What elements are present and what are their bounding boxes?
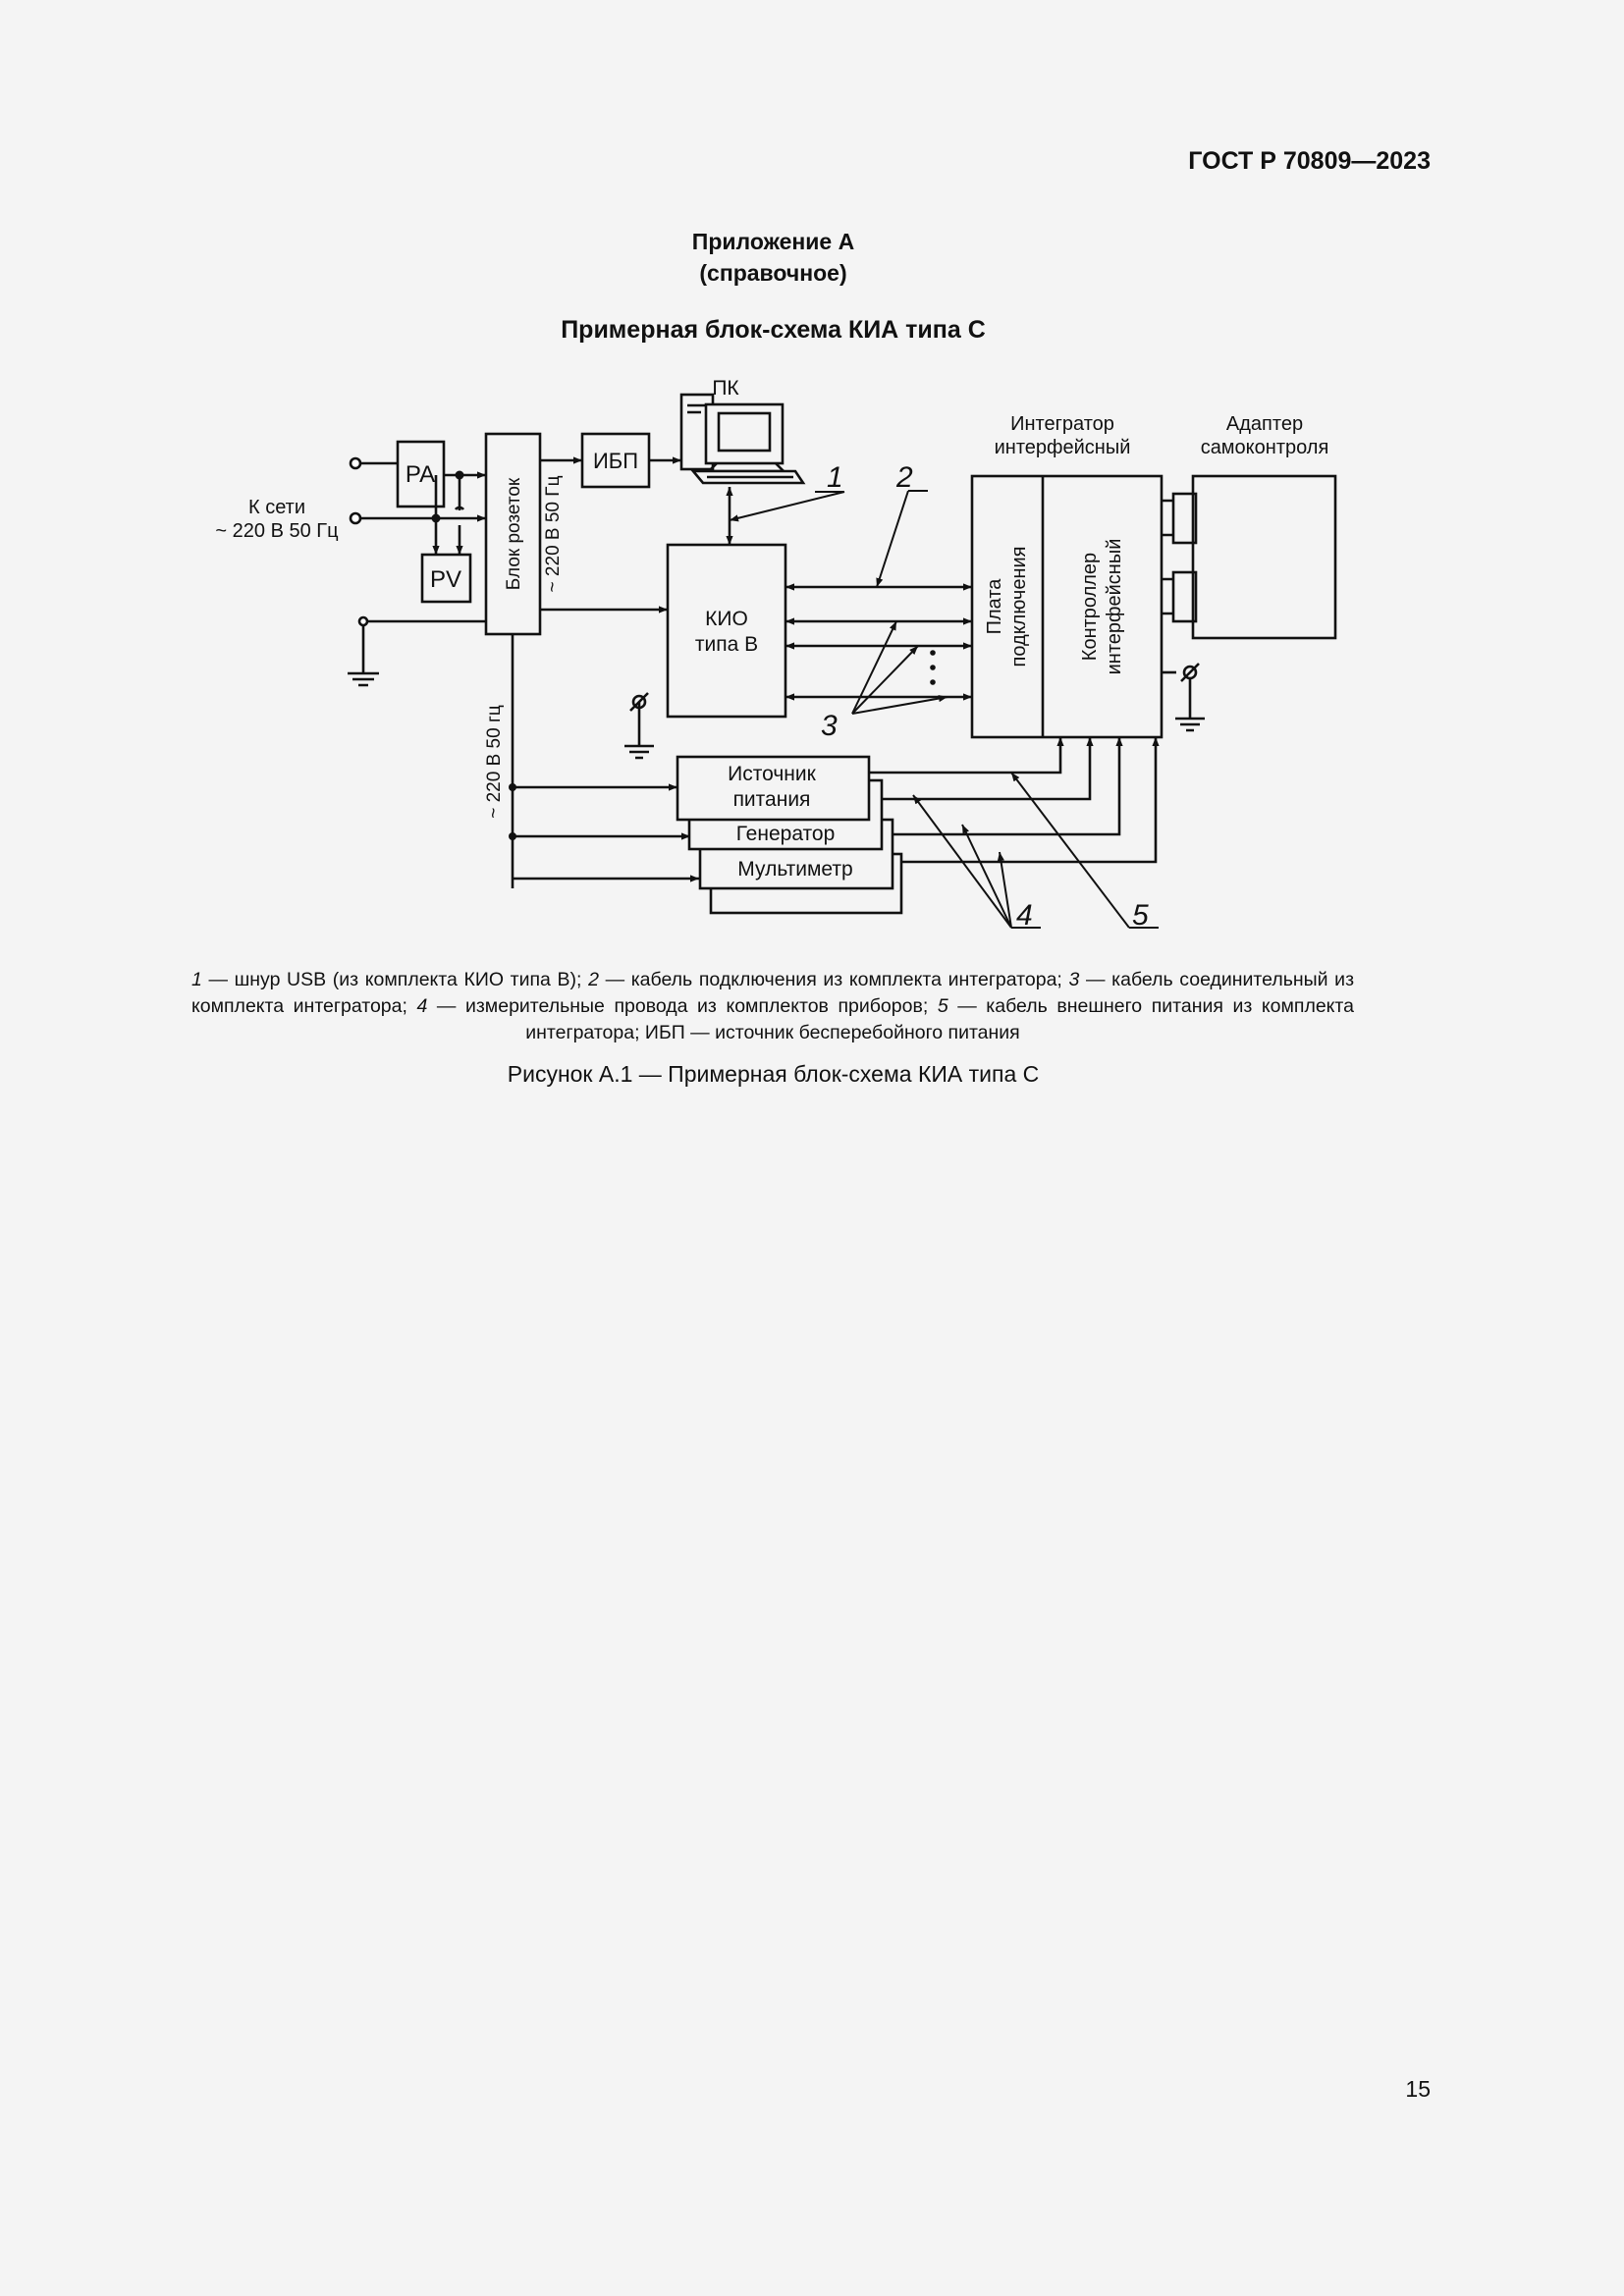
adapter-box xyxy=(1193,476,1335,638)
document-code: ГОСТ Р 70809—2023 xyxy=(1188,147,1431,175)
socket-block-label: Блок розеток xyxy=(504,477,524,591)
continuation-dot xyxy=(930,650,936,656)
generator-label: Генератор xyxy=(735,823,836,845)
integrator-label-2: интерфейсный xyxy=(994,437,1131,458)
appendix-note: (справочное) xyxy=(699,260,847,286)
pv-label: PV xyxy=(429,566,462,593)
power-source-label: Источник xyxy=(728,763,816,785)
callout-leader-1 xyxy=(730,492,844,520)
callout-2: 2 xyxy=(896,461,913,494)
adapter-label-2: самоконтроля xyxy=(1200,437,1329,458)
computer-icon xyxy=(681,395,803,483)
figure-legend: 1 — шнур USB (из комплекта КИО типа В); 2 — кабель подключения из комплекта интегратора; 3 — кабель соединительный из комплекта интегратора; 4 — измерительные провода из комплектов приборов; 5 — кабель внешнего питания из комплекта интегратора; ИБП — источник бесперебойного питания xyxy=(191,969,1355,1043)
block-diagram xyxy=(0,0,1624,982)
bus-voltage-label: ~ 220 В 50 гц xyxy=(484,705,505,819)
controller-label-2: интерфейсный xyxy=(1104,538,1125,675)
page-number: 15 xyxy=(1405,2076,1431,2102)
figure-title: Примерная блок-схема КИА типа С xyxy=(561,316,986,344)
terminal-icon xyxy=(351,513,360,523)
socket-voltage-label: ~ 220 В 50 Гц xyxy=(543,475,564,593)
callout-1: 1 xyxy=(827,461,843,494)
ground-icon xyxy=(624,702,654,758)
callout-3: 3 xyxy=(821,710,838,742)
mains-voltage-label: ~ 220 В 50 Гц xyxy=(215,520,339,542)
pc-label: ПК xyxy=(712,377,739,400)
ibp-label: ИБП xyxy=(592,449,639,473)
appendix-title: Приложение А xyxy=(691,229,855,254)
continuation-dot xyxy=(930,679,936,685)
callout-5: 5 xyxy=(1132,899,1149,932)
terminal-icon xyxy=(351,458,360,468)
power-source-label-2: питания xyxy=(732,788,811,811)
cable-4 xyxy=(882,737,1090,799)
adapter-label: Адаптер xyxy=(1225,413,1304,435)
ground-icon xyxy=(348,625,379,685)
board-label-2: подключения xyxy=(1008,546,1030,667)
continuation-dot xyxy=(930,665,936,670)
connector-pins xyxy=(1162,501,1173,614)
callout-leader-2 xyxy=(877,491,908,587)
callout-4: 4 xyxy=(1016,899,1033,932)
figure-caption: Рисунок А.1 — Примерная блок-схема КИА типа С xyxy=(507,1061,1040,1087)
board-label: Плата xyxy=(984,578,1005,635)
pa-label: PA xyxy=(405,461,436,488)
kio-type-label: типа В xyxy=(694,633,759,656)
mains-label: К сети xyxy=(248,497,305,518)
integrator-label: Интегратор xyxy=(1010,413,1114,435)
cable-5 xyxy=(869,737,1060,773)
ground-icon xyxy=(1175,678,1205,730)
kio-label: КИО xyxy=(705,608,748,630)
callout-leader-3 xyxy=(852,621,896,714)
cable-4 xyxy=(893,737,1119,834)
kio-box xyxy=(668,545,785,717)
multimeter-label: Мультиметр xyxy=(737,858,853,881)
controller-label: Контроллер xyxy=(1079,552,1101,662)
